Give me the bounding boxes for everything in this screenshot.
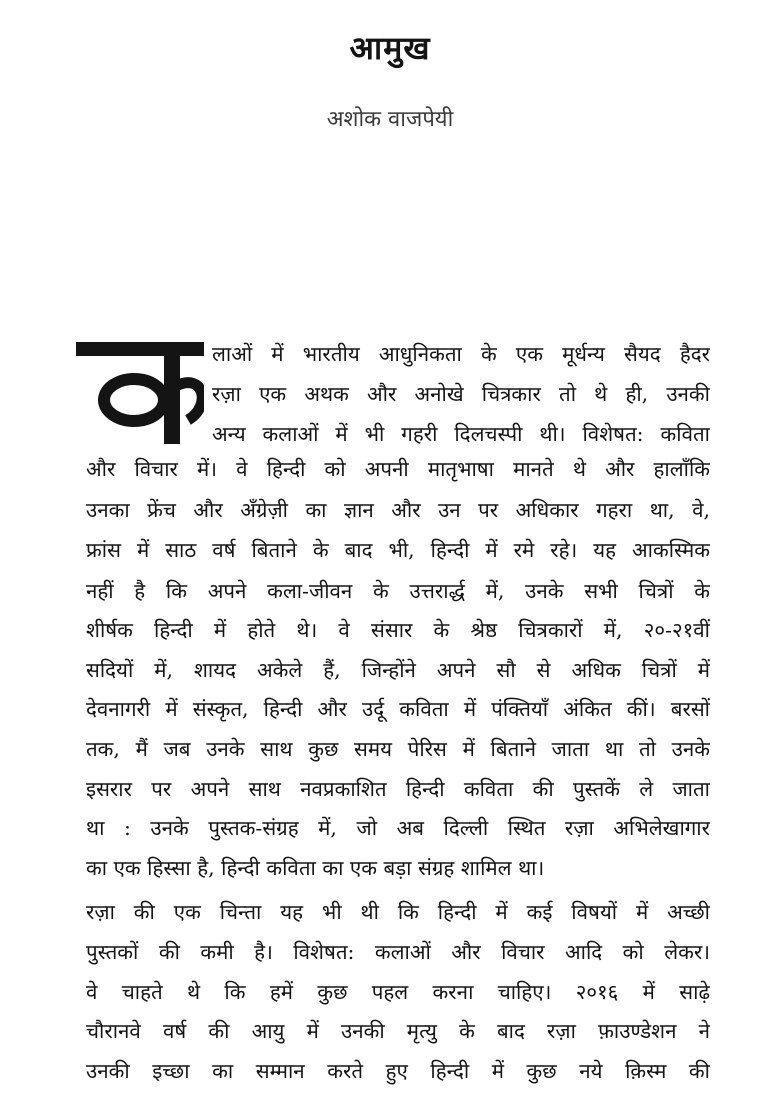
author-name: अशोक वाजपेयी [326,107,454,132]
text-line: उनका फ्रेंच और अँग्रेज़ी का ज्ञान और उन पर अधिकार गहरा था, वे, [86,498,710,522]
text-line: और विचार में। वे हिन्दी को अपनी मातृभाषा मानते थे और हालाँकि [86,457,710,481]
drop-cap-ka [76,328,204,448]
page-title: आमुख [349,29,431,67]
text-line: तक, मैं जब उनके साथ कुछ समय पेरिस में बिताने जाता था तो उनके [86,737,710,761]
text-line: देवनागरी में संस्कृत, हिन्दी और उर्दू कविता में पंक्तियाँ अंकित कीं। बरसों [86,697,710,721]
text-line: वे चाहते थे कि हमें कुछ पहल करना चाहिए। २०१६ में साढ़े [86,980,710,1004]
text-line: सदियों में, शायद अकेले हैं, जिन्होंने अपने सौ से अधिक चित्रों में [86,658,710,682]
text-line: चौरानवे वर्ष की आयु में उनकी मृत्यु के बाद रज़ा फ़ाउण्डेशन ने [86,1019,710,1043]
text-line: था : उनके पुस्तक-संग्रह में, जो अब दिल्ली स्थित रज़ा अभिलेखागार [86,816,710,840]
text-line: इसरार पर अपने साथ नवप्रकाशित हिन्दी कविता की पुस्तकें ले जाता [86,777,710,801]
text-line: लाओं में भारतीय आधुनिकता के एक मूर्धन्य सैयद हैदर [212,342,710,366]
text-line: रज़ा की एक चिन्ता यह भी थी कि हिन्दी में कई विषयों में अच्छी [86,900,710,924]
text-line: उनकी इच्छा का सम्मान करते हुए हिन्दी में कुछ नये क़िस्म की [86,1059,710,1083]
text-line: का एक हिस्सा है, हिन्दी कविता का एक बड़ा संग्रह शामिल था। [86,856,545,880]
text-line: पुस्तकों की कमी है। विशेषत: कलाओं और विचार आदि को लेकर। [86,940,710,964]
text-line: शीर्षक हिन्दी में होते थे। वे संसार के श्रेष्ठ चित्रकारों में, २०-२१वीं [86,618,710,642]
text-line: नहीं है कि अपने कला-जीवन के उत्तरार्द्ध में, उनके सभी चित्रों के [86,579,710,603]
text-line: रज़ा एक अथक और अनोखे चित्रकार तो थे ही, उनकी [212,382,710,406]
text-line: अन्य कलाओं में भी गहरी दिलचस्पी थी। विशेषत: कविता [212,422,710,446]
text-line: फ्रांस में साठ वर्ष बिताने के बाद भी, हिन्दी में रमे रहे। यह आकस्मिक [86,538,710,562]
